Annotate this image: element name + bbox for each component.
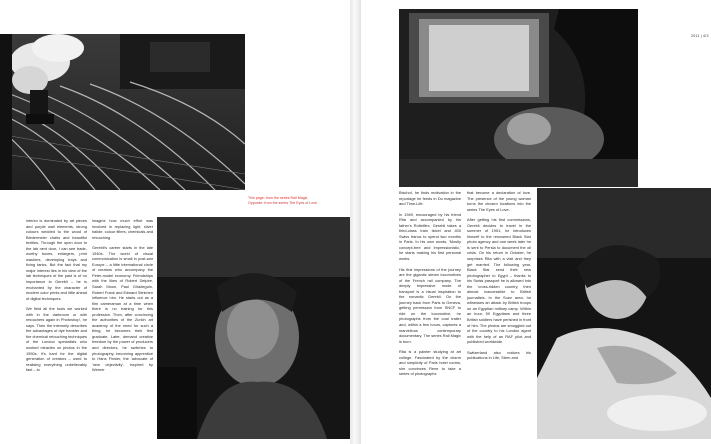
paragraph: Switzerland also notices his publications in Life, Stern and	[467, 349, 531, 361]
paragraph: interior is dominated by art pieces and purple wall elements, strong colours wedded to the wood of Biedermeier chairs and beautiful textiles. Through the open door to the lab next door, I can see trade-worthy boxes, enlargers, print washers, developing trays and fixing tanks. But the fact that my major interest lies in his view of the lab techniques of the past is of no importance to Gerebli – he is enchanted by the character of modern color prints and little ahead of digital techniques.	[26, 218, 87, 301]
hotel-room-photo	[399, 9, 638, 187]
paragraph: imagine how much effort was involved in replacing light, silver halide, colour filters, chemicals and retouching.	[92, 218, 153, 240]
rail-magic-photo	[0, 34, 245, 190]
page-folio: 2011 | 4/3	[691, 34, 709, 38]
paragraph: Bischof, he finds motivation in the reportage he feeds in Du magazine and Time-Life.	[399, 190, 461, 207]
right-page	[361, 0, 711, 444]
left-page	[0, 0, 350, 444]
paragraph: His first impressions of the journey are the gigantic steam locomotives of the French rail company. The deeply impressive mode of transport is a visual inspiration to the romantic Gerebli. On the journey back from Paris to Geneva, getting permission from SNCF to ride on the locomotive, he photographs from the coal trailer and, within a few hours, captures a marvellous contemporary documentary. The series Rail Magic is born.	[399, 266, 461, 344]
eyes-of-love-portrait-photo	[157, 217, 350, 439]
text-column-4	[467, 190, 531, 440]
text-column-1	[26, 218, 87, 438]
photo-caption: This page: from the series Rail Magic. Opposite: from the series The Eyes of Love	[248, 196, 318, 205]
paragraph: Rita is a painter studying at art college. Fascinated by the charm and simplicity of Paris hotel rooms, she convinces Rene to take a series of photographs	[399, 349, 461, 377]
paragraph: that become a declaration of love. The presence of the young woman turns the chosen locations into the series The Eyes of Love.	[467, 190, 531, 212]
paragraph: Gerebli's career starts in the late 1940s. The world of visual communication is small in post-war Europe – a little international circle of creators who accompany the Peter-model economy. Friendships with the likes of Robert Delpire, Sarah Moon, Paul Giradeguin, Robert Frank and Edward Steichen influence him. He starts out as a film cameraman at a time when there is no training for this profession. Then, after convincing the authorities of the Zurich art academy of the need for such a thing, he becomes their first graduate. Later, demand creative freedom by the power of producers and directors, he switches to photography, becoming apprentice to Hans Finsler, the 'advocate of 'new objectivity', inspired by Werner	[92, 245, 153, 373]
text-column-3	[399, 190, 461, 440]
text-column-2	[92, 218, 153, 438]
reclining-woman-photo	[537, 188, 711, 439]
paragraph: In 1949, encouraged by his friend Rita and accompanied by his father's Rolleiflex, Gerebli takes a third-class train ticket and 400 Swiss francs to spend two months in Paris. In his own words, 'Mostly concept-free and impressionistic,' he starts making his first personal works.	[399, 211, 461, 262]
paragraph: We field all the tools we worked with in the darkroom or with retouchers again in Photoshop', he says. Then the intensely describes the advantages of dye transfer and the chemical retouching techniques of the London specialists who worked miracles on photos in the 1950s. It's hard for the digital generation of creators – used to realising everything unbelievably fast – to	[26, 306, 87, 373]
spine-gutter	[350, 0, 361, 444]
paragraph: After getting his first commissions, Gerebli decides to travel in the summer of 1951; he introduces himself to the renowned Black Star photo agency and one week later he is sent to Persia to document the oil crisis. On his return in October, he surprises Rita with a visit and they get married. The following year, Black Star send their new photographer to Egypt – thanks to his Swiss passport he is allowed into the 'cross-ridden country, then almost inaccessible to British journalists. In the Suez area, he witnesses an attack by British troops on an Egyptian military camp. Within an hour, 50 Egyptians and three British soldiers have perished in front of him. The photos are smuggled out of the country to his London agent with the help of an RAF pilot and published worldwide.	[467, 217, 531, 345]
